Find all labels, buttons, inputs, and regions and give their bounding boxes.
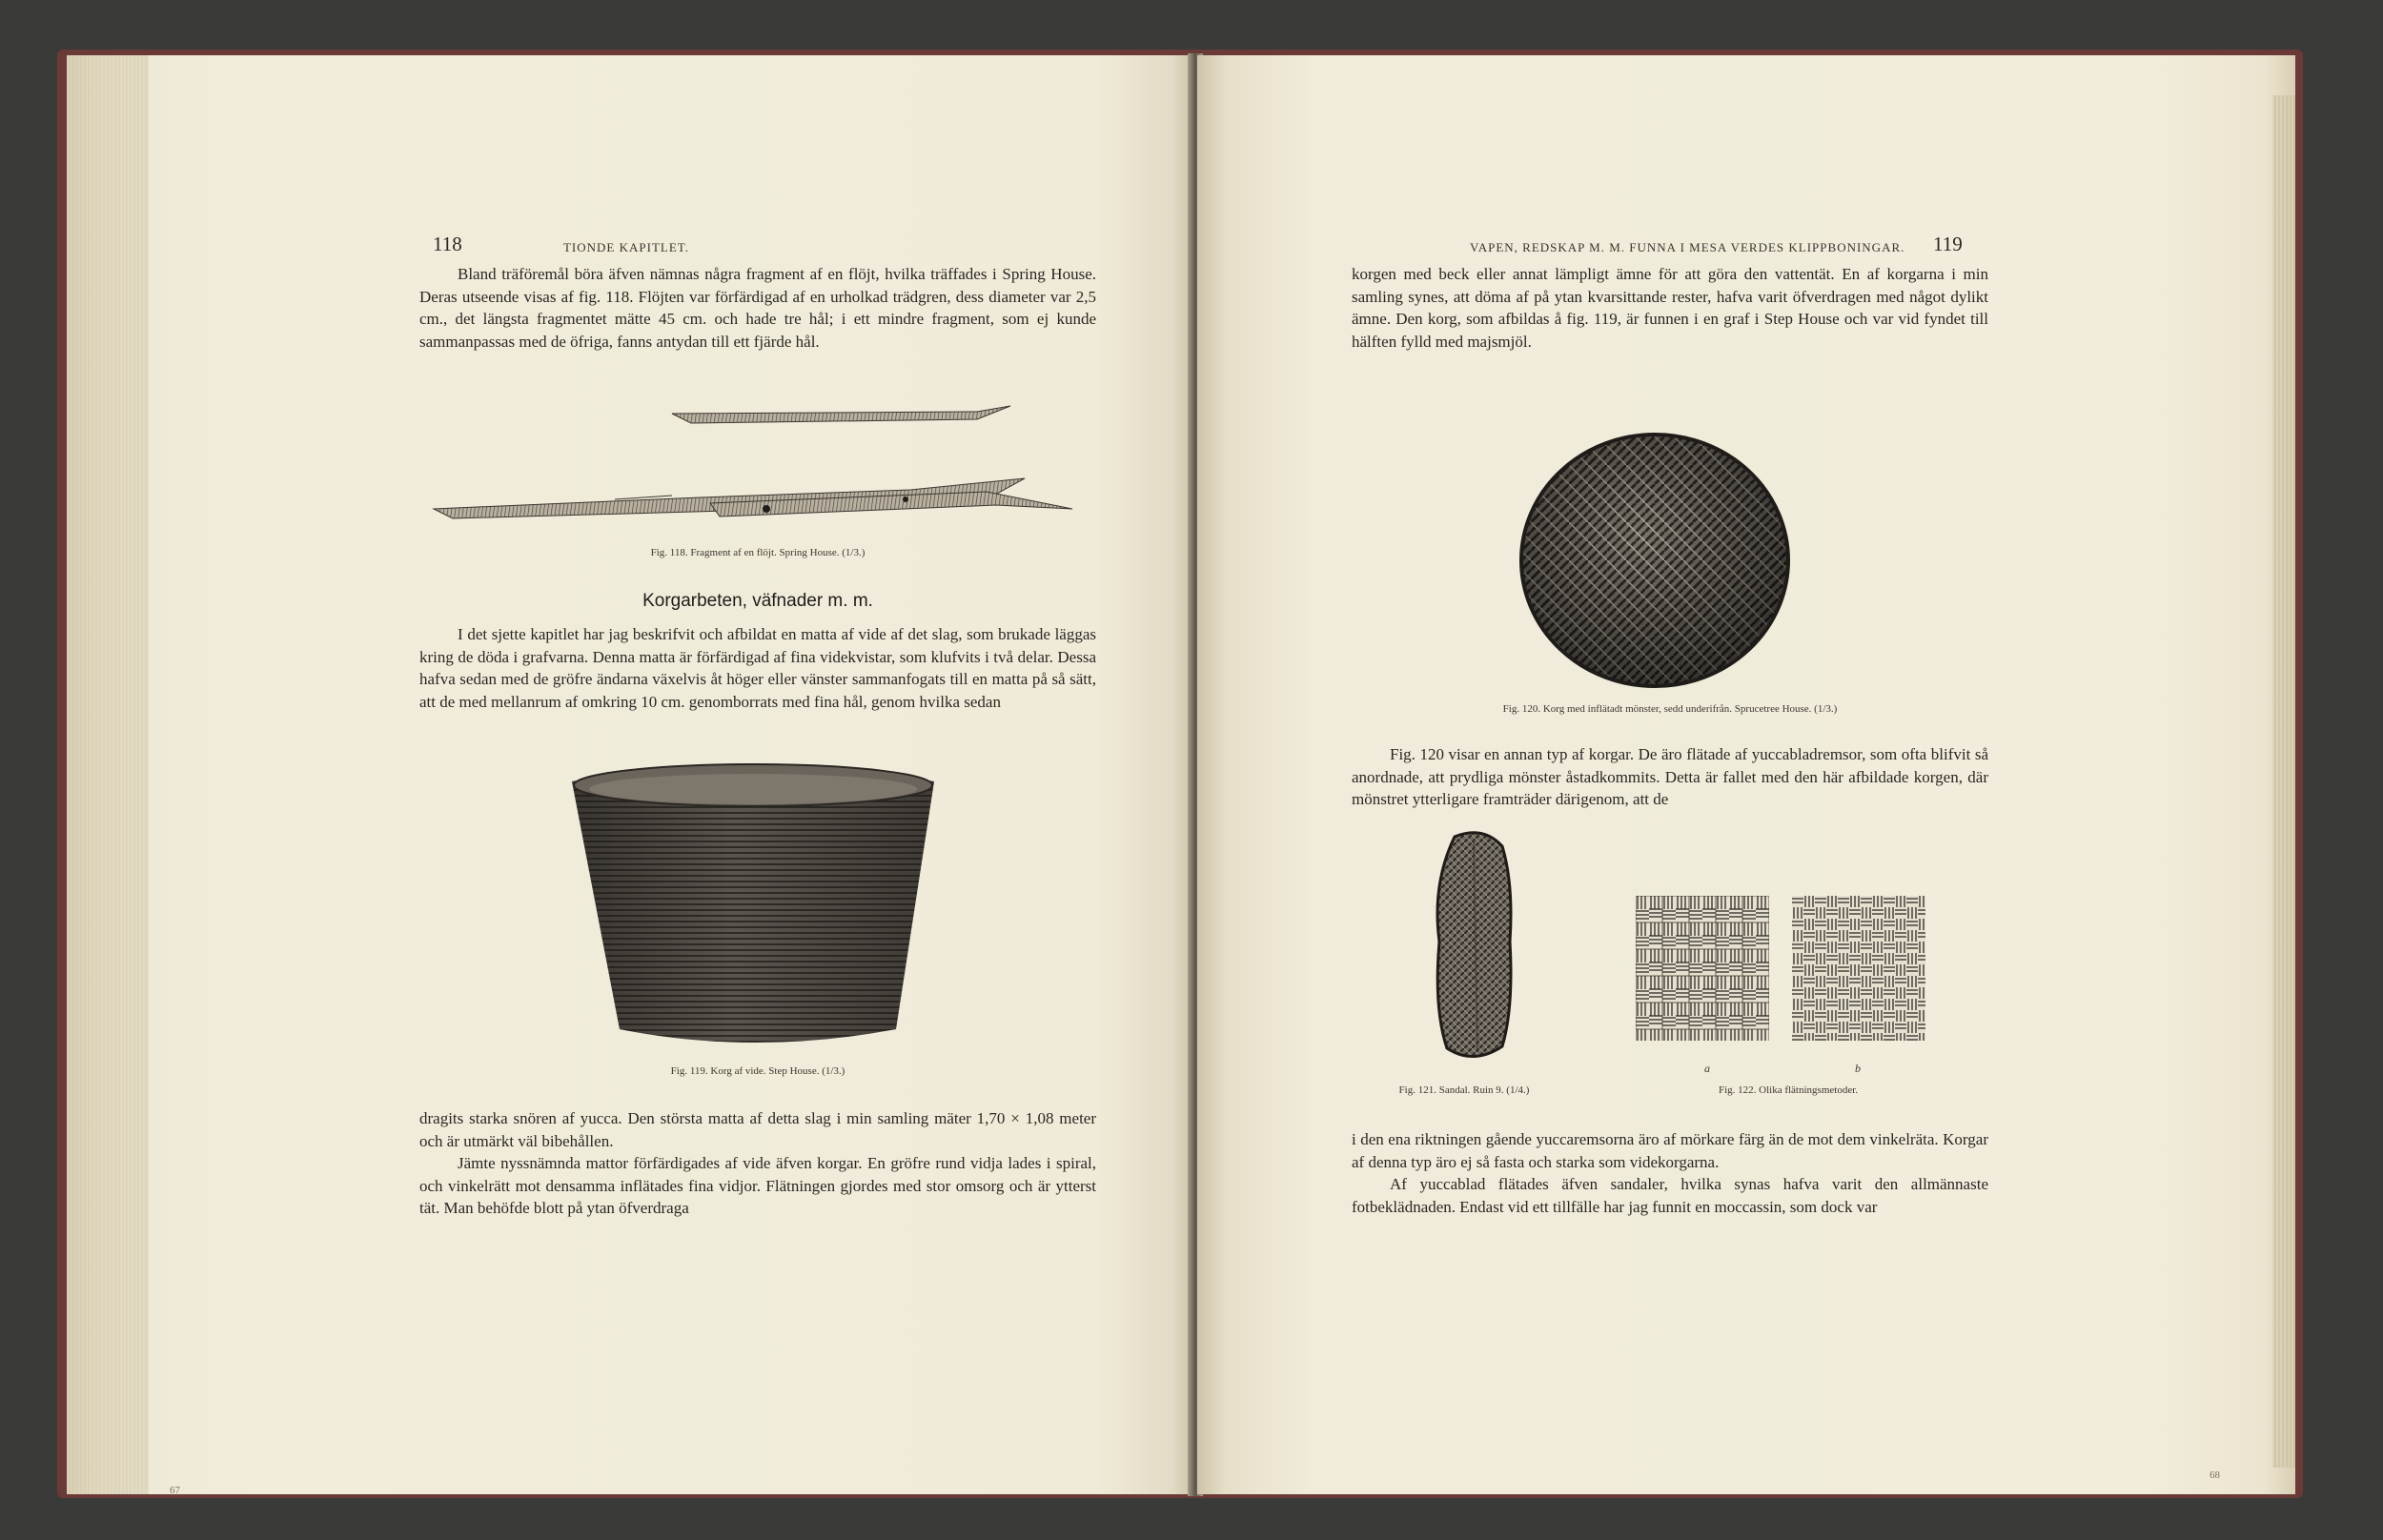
weave-b-figure [1792, 896, 1925, 1041]
weave-b-label: b [1855, 1062, 1861, 1075]
paragraph: I det sjette kapitlet har jag beskrifvit och afbildat en matta af vide af det slag, som brukade läggas kring de döda i grafvarna. Denna matta är förfärdigad af fina videkvistar, som klufvits i två delar. Dessa hafva sedan med de gröfre ändarna växelvis åt höger eller vänster sammanfogats till en matta på så sätt, att de med mellanrum af omkring 10 cm. genomborrats med fina hål, genom hvilka sedan [419, 625, 1096, 711]
page-number: 119 [1933, 233, 1963, 255]
paragraph: i den ena riktningen gående yuccaremsorna äro af mörkare färg än de mot dem vinkelräta. Korgar af denna typ äro ej så fasta och starka som videkorgarna. Af yuccablad flätades äfven sandaler, hvilka synas hafva varit den allmännaste fotbeklädnaden. Endast vid ett tillfälle har jag funnit en moccassin, som dock var [1352, 1130, 1988, 1216]
patterned-basket-figure [1512, 427, 1798, 694]
right-page [1197, 55, 2295, 1494]
fig119-caption: Fig. 119. Korg af vide. Step House. (1/3.) [670, 1065, 845, 1077]
page-edges [67, 55, 149, 1494]
running-head: VAPEN, REDSKAP M. M. FUNNA I MESA VERDES KLIPPBONINGAR. [1470, 240, 1905, 254]
flute-fragments-figure [415, 387, 1101, 539]
paragraph: Bland träföremål böra äfven nämnas några fragment af en flöjt, hvilka träffades i Spring House. Deras utseende visas af fig. 118. Flöjten var förfärdigad af en urholkad trädgren, dess diameter var 2,5 cm., det längsta fragmentet mätte 45 cm. och hade tre hål; i ett mindre fragment, som ej kunde sammanpassas med de öfriga, fanns antydan till ett fjärde hål. [419, 265, 1096, 351]
fig122-caption: Fig. 122. Olika flätningsmetoder. [1718, 1084, 1859, 1096]
running-head: TIONDE KAPITLET. [562, 240, 689, 254]
page-edges [2272, 95, 2295, 1468]
willow-basket-figure [553, 753, 953, 1058]
fig121-caption: Fig. 121. Sandal. Ruin 9. (1/4.) [1398, 1084, 1530, 1096]
weave-a-figure [1636, 896, 1769, 1041]
paragraph: dragits starka snören af yucca. Den största matta af detta slag i min samling mäter 1,70 × 1,08 meter och är utmärkt väl bibehållen. Jämte nyssnämnda mattor förfärdigades af vide äfven korgar. En gröfre rund vidja lades i spiral, och vinkelrätt mot densamma inflätades fina vidjor. Flätningen gjordes med stor omsorg och är ytterst tät. Man behöfde blott på ytan öfverdraga [419, 1109, 1096, 1217]
fig120-caption: Fig. 120. Korg med inflätadt mönster, sedd underifrån. Sprucetree House. (1/3.) [1502, 703, 1838, 715]
sandal-figure [1426, 827, 1521, 1064]
fig118-caption: Fig. 118. Fragment af en flöjt. Spring House. (1/3.) [650, 547, 866, 558]
paragraph: korgen med beck eller annat lämpligt ämne för att göra den vattentät. En af korgarna i min samling synes, att döma af på ytan kvarsittande rester, hafva varit öfverdragen med något dylikt ämne. Den korg, som afbildas å fig. 119, är funnen i en graf i Step House och var vid fyndet till hälften fylld med majsmjöl. [1352, 265, 1988, 351]
paragraph: Fig. 120 visar en annan typ af korgar. De äro flätade af yuccabladremsor, som ofta blifvit så anordnade, att prydliga mönster åstadkommits. Detta är fallet med den här afbildade korgen, där mönstret ytterligare framträder därigenom, att de [1352, 745, 1988, 808]
page-number: 118 [433, 233, 462, 255]
section-heading: Korgarbeten, väfnader m. m. [642, 591, 873, 611]
left-page [67, 55, 1192, 1494]
weave-a-label: a [1704, 1062, 1710, 1075]
folio-number: 67 [170, 1485, 180, 1494]
folio-number: 68 [2210, 1469, 2220, 1481]
